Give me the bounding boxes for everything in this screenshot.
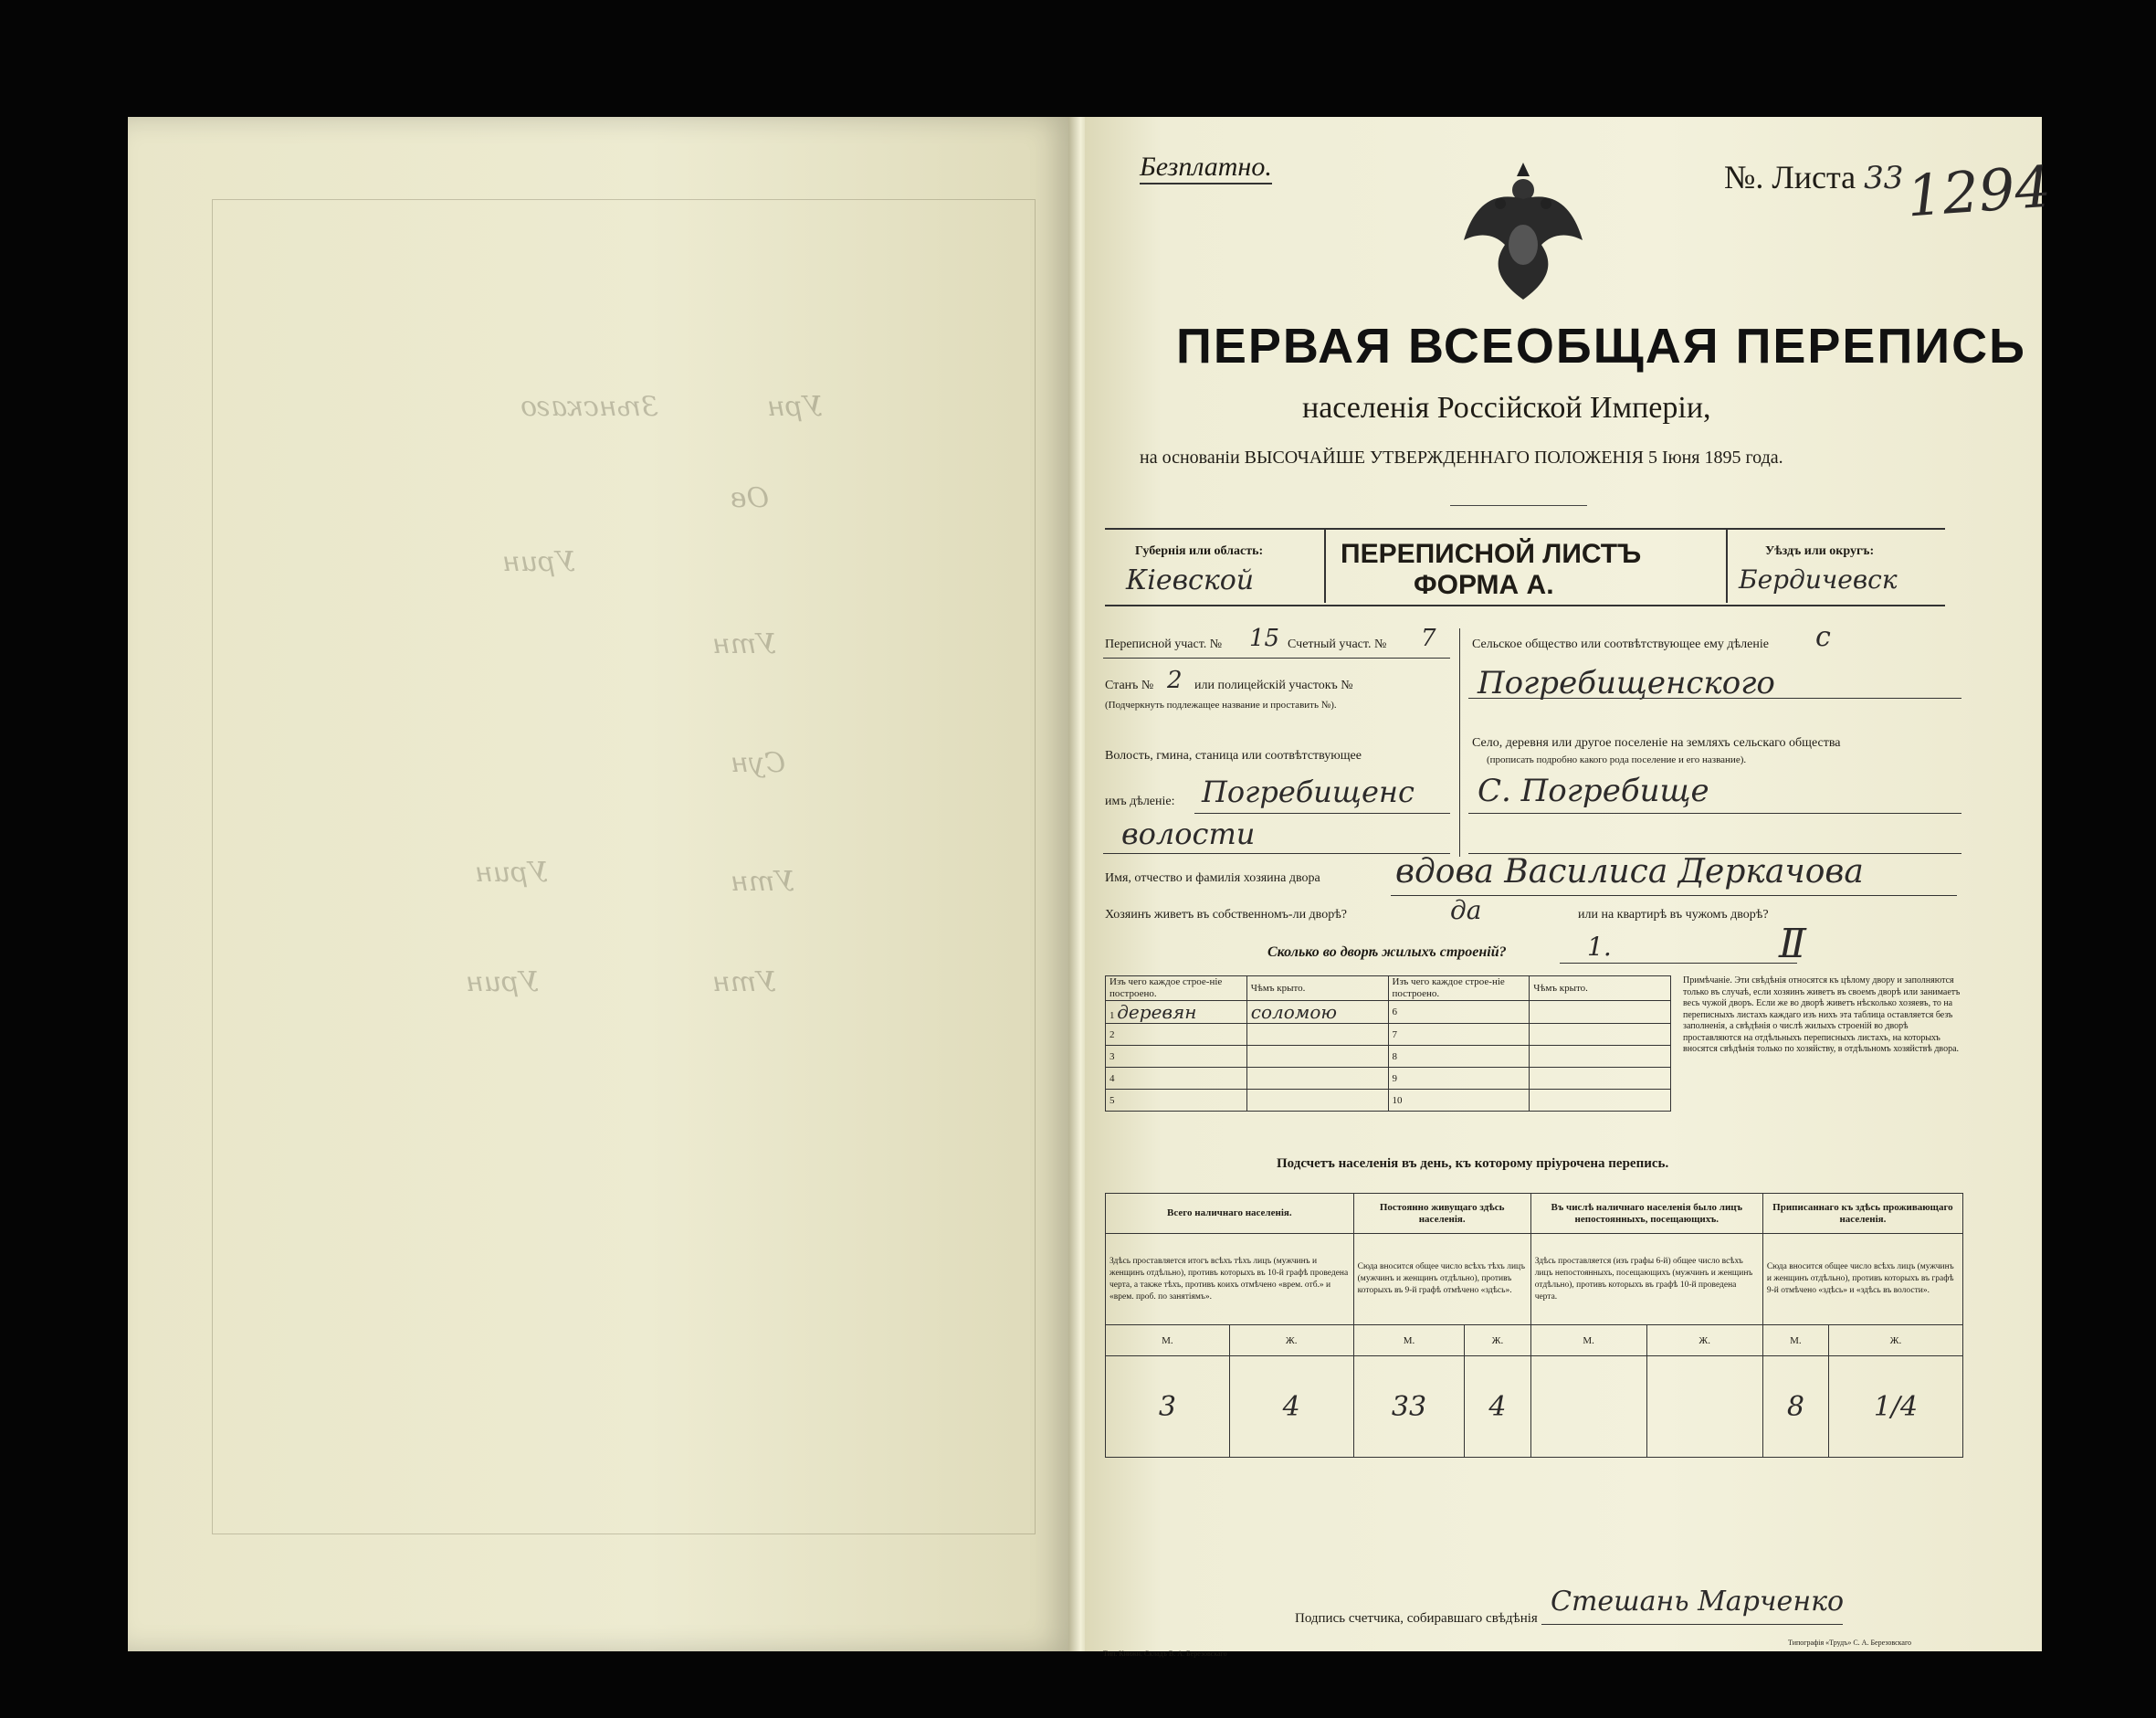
buildings-label: Сколько во дворѣ жилыхъ строеній? xyxy=(1267,944,1507,960)
female-col-label: Ж. xyxy=(1229,1325,1353,1356)
stan-label: Станъ № xyxy=(1105,679,1154,692)
female-col-label: Ж. xyxy=(1646,1325,1762,1356)
note-text: Примѣчаніе. Эти свѣдѣнія относятся къ цѣлому двору и заполняются только въ случаѣ, если хозяинъ живетъ въ своемъ дворѣ или занимаетъ весь чужой дворъ. Если же во дворѣ живетъ нѣсколько хозяевъ, то на переписныхъ листахъ каждаго изъ нихъ эта таблица оставляется безъ заполненія, а свѣдѣнія о числѣ жилыхъ строеній во дворѣ проставляются на отдѣльныхъ переписныхъ листахъ, на которыхъ вносятся свѣдѣнія только по хозяйству, в отдѣльномъ хозяйствѣ двора. xyxy=(1683,975,1961,1054)
form-box-title: ПЕРЕПИСНОЙ ЛИСТЪ xyxy=(1341,539,1642,569)
uezd-label: Уѣздъ или округъ: xyxy=(1765,544,1875,558)
total-female-value: 4 xyxy=(1229,1356,1353,1458)
selo-label: Село, деревня или другое поселеніе на земляхъ сельскаго общества xyxy=(1472,736,1841,750)
signature-label: Подпись счетчика, собиравшаго свѣдѣнія xyxy=(1295,1611,1538,1626)
imprint-right: Типографія «Трудъ» С. А. Березовскаго xyxy=(1788,1639,1912,1647)
signature-value: Стешань Марченко xyxy=(1551,1586,1845,1618)
rented-label: или на квартирѣ въ чужомъ дворѣ? xyxy=(1578,908,1769,922)
buildings-value: 1. xyxy=(1587,932,1612,962)
stan-rest: или полицейскій участокъ № xyxy=(1194,679,1353,692)
table-row: 2 7 xyxy=(1106,1024,1671,1046)
gubernia-label: Губернія или область: xyxy=(1135,544,1264,558)
buildings-table xyxy=(1105,975,1671,1112)
census-form-page xyxy=(1085,117,2054,1658)
total-male-value: 3 xyxy=(1106,1356,1230,1458)
permanent-male-value: 33 xyxy=(1353,1356,1465,1458)
stan-note: (Подчеркнуть подлежащее название и проставить №). xyxy=(1105,700,1337,711)
summary-group-1-header: Всего наличнаго населенія. xyxy=(1106,1194,1354,1234)
table-row: 5 10 xyxy=(1106,1090,1671,1112)
male-col-label: М. xyxy=(1762,1325,1828,1356)
transient-male-value xyxy=(1530,1356,1646,1458)
volost-label-line1: Волость, гмина, станица или соотвѣтствующее xyxy=(1105,749,1362,763)
volost-value-line2: волости xyxy=(1121,817,1256,851)
summary-table xyxy=(1105,1193,1963,1458)
selo-note: (прописать подробно какого рода поселение и его название). xyxy=(1487,754,1747,765)
table-row: 4 9 xyxy=(1106,1068,1671,1090)
perepisnoy-label: Переписной участ. № xyxy=(1105,638,1223,651)
buildings-col4-header: Чѣмъ крыто. xyxy=(1530,976,1671,1001)
summary-title: Подсчетъ населенія въ день, къ которому пріурочена перепись. xyxy=(1277,1156,1669,1171)
owner-label: Имя, отчество и фамилія хозяина двора xyxy=(1105,871,1320,885)
sheet-number-label: №. Листа 33 xyxy=(1724,159,1904,196)
buildings-col1-header: Изъ чего каждое строе-ніе построено. xyxy=(1106,976,1247,1001)
buildings-col2-header: Чѣмъ крыто. xyxy=(1246,976,1388,1001)
permanent-female-value: 4 xyxy=(1465,1356,1530,1458)
uezd-value: Бердичевск xyxy=(1739,564,1898,595)
female-col-label: Ж. xyxy=(1465,1325,1530,1356)
sheet-number-value: 33 xyxy=(1864,160,1904,196)
schetny-label: Счетный участ. № xyxy=(1288,638,1387,651)
archive-number: 1294 xyxy=(1904,153,2054,230)
female-col-label: Ж. xyxy=(1828,1325,1962,1356)
table-row: 1 деревян соломою 6 xyxy=(1106,1001,1671,1024)
summary-group-1-desc: Здѣсь проставляется итогъ всѣхъ тѣхъ лицъ (мужчинъ и женщинъ отдѣльно), противъ которыхъ въ 10-й графѣ проведена черта, а также тѣхъ, противъ коихъ отмѣчено «врем. отб.» и «врем. проб. по занятіямъ». xyxy=(1106,1234,1354,1325)
ornament-divider xyxy=(1450,505,1587,506)
dash-mark: Ⅱ xyxy=(1779,921,1806,967)
form-basis: на основаніи ВЫСОЧАЙШЕ УТВЕРЖДЕННАГО ПОЛОЖЕНІЯ 5 Іюня 1895 года. xyxy=(1140,448,1783,468)
registered-female-value: 1/4 xyxy=(1828,1356,1962,1458)
form-subtitle: населенія Россійской Имперіи, xyxy=(1302,391,1711,425)
obshchestvo-value-line2: Погребищенского xyxy=(1478,665,1775,701)
building-material-value: деревян xyxy=(1117,1001,1197,1023)
summary-group-2-header: Постоянно живущаго здѣсь населенія. xyxy=(1353,1194,1530,1234)
left-page: Зѣнскаго Урн Ов Урин Утн Сун Урин Утн Урин Утн xyxy=(128,117,1073,1651)
own-yard-label: Хозяинъ живетъ въ собственномъ-ли дворѣ? xyxy=(1105,908,1348,922)
male-col-label: М. xyxy=(1530,1325,1646,1356)
stan-value: 2 xyxy=(1167,667,1183,694)
volost-value-line1: Погребищенс xyxy=(1202,775,1415,809)
summary-group-4-header: Приписаннаго къ здѣсь проживающаго населенія. xyxy=(1762,1194,1962,1234)
male-col-label: М. xyxy=(1353,1325,1465,1356)
obshchestvo-value-line1: с xyxy=(1815,621,1831,653)
obshchestvo-label: Сельское общество или соотвѣтствующее ему дѣленіе xyxy=(1472,638,1769,651)
summary-group-3-header: Въ числѣ наличнаго населенія было лицъ непостоянныхъ, посещающихъ. xyxy=(1530,1194,1762,1234)
selo-value: С. Погребище xyxy=(1478,773,1709,809)
free-label: Безплатно. xyxy=(1140,152,1272,184)
gubernia-value: Кіевской xyxy=(1126,564,1255,596)
schetny-value: 7 xyxy=(1421,625,1436,652)
own-yard-value: да xyxy=(1450,895,1482,925)
volost-label-line2: имъ дѣленіе: xyxy=(1105,795,1175,808)
owner-value: вдова Василиса Деркачова xyxy=(1395,853,1864,891)
form-box-subtitle: ФОРМА А. xyxy=(1414,570,1554,600)
male-col-label: М. xyxy=(1106,1325,1230,1356)
imprint-left: Тип. Книжн. Складъ В. А. Березовскаго xyxy=(1103,1649,1227,1658)
summary-group-2-desc: Сюда вносится общее число всѣхъ тѣхъ лицъ (мужчинъ и женщинъ отдѣльно), противъ которыхъ въ 9-й графѣ отмѣчено «здѣсь». xyxy=(1353,1234,1530,1325)
table-row: 3 8 xyxy=(1106,1046,1671,1068)
imperial-eagle-emblem xyxy=(1455,153,1592,309)
form-title: ПЕРВАЯ ВСЕОБЩАЯ ПЕРЕПИСЬ xyxy=(1176,319,2026,374)
summary-group-3-desc: Здѣсь проставляется (изъ графы 6-й) общее число всѣхъ лицъ непостоянныхъ, посещающихъ (мужчинъ и женщинъ отдѣльно), противъ которыхъ въ графѣ 10-й проведена черта. xyxy=(1530,1234,1762,1325)
perepisnoy-value: 15 xyxy=(1249,625,1280,652)
buildings-col3-header: Изъ чего каждое строе-ніе построено. xyxy=(1388,976,1530,1001)
summary-group-4-desc: Сюда вносится общее число всѣхъ лицъ (мужчинъ и женщинъ отдѣльно), противъ которыхъ въ графѣ 9-й отмѣчено «здѣсь» и «здѣсь въ волости». xyxy=(1762,1234,1962,1325)
transient-female-value xyxy=(1646,1356,1762,1458)
building-roof-value: соломою xyxy=(1246,1001,1388,1024)
registered-male-value: 8 xyxy=(1762,1356,1828,1458)
